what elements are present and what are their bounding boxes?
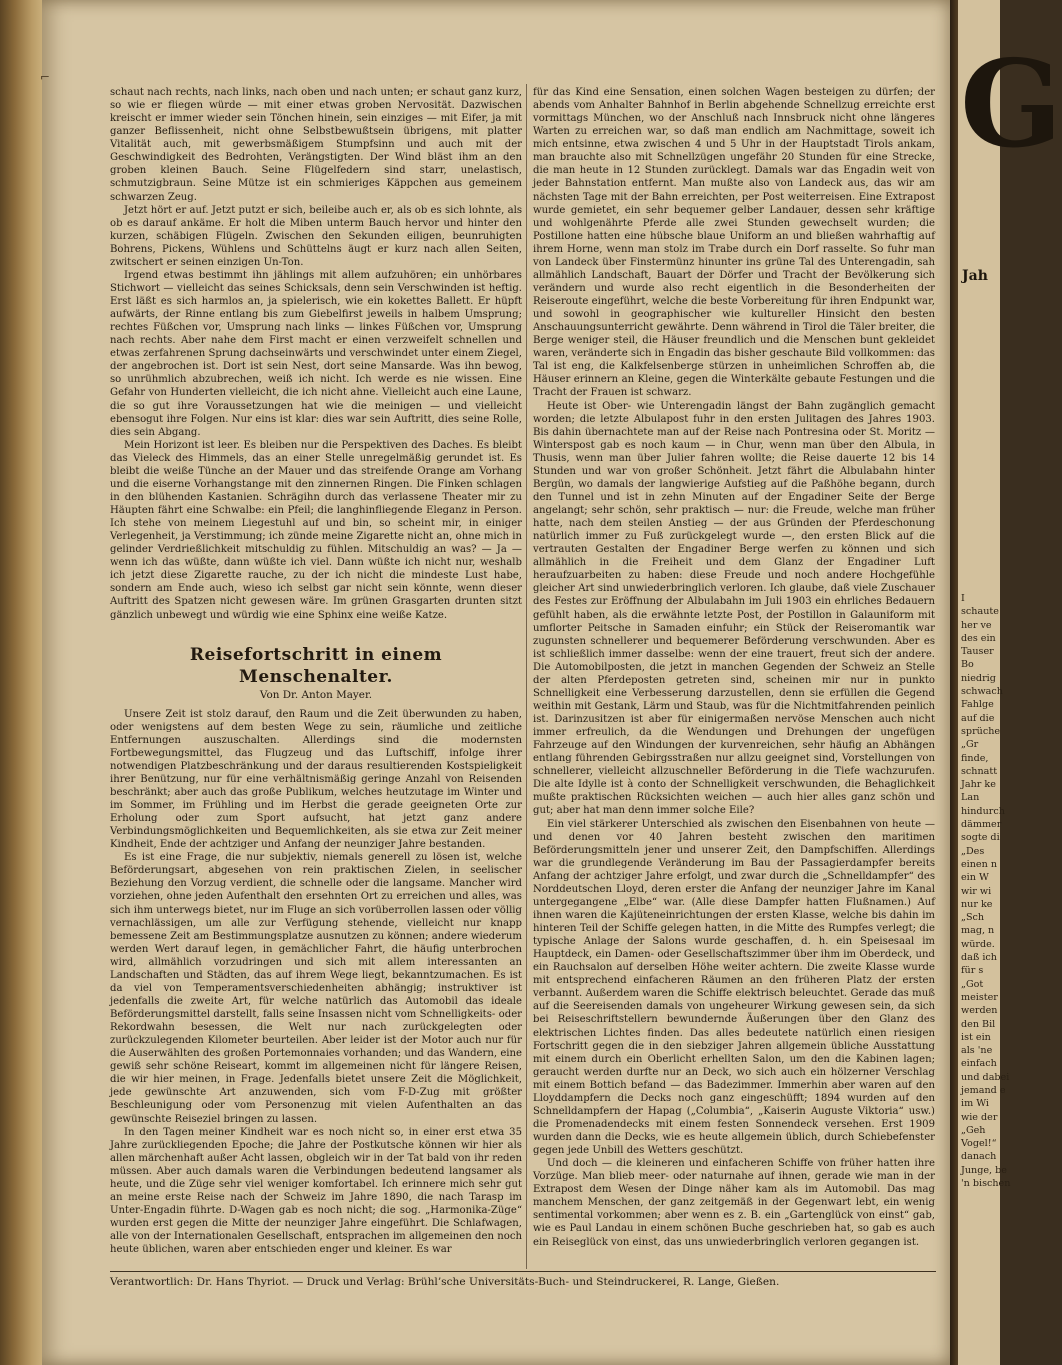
- adjacent-page-line: jemand e: [961, 1084, 1006, 1096]
- adjacent-page-line: wie der: [961, 1111, 998, 1123]
- paragraph: Es ist eine Frage, die nur subjektiv, niemals generell zu lösen ist, welche Beförderungsart, abgesehen von rein praktischen Zielen, in seelischer Beziehung den Vorzug verdient, die schnelle oder die langsame. Mancher wird vorziehen, ohne jeden Aufenthalt den ersehnten Ort zu erreichen und alles, was sich ihm unterwegs bietet, nur im Fluge an sich vorüberrollen lassen oder völlig vernachlässigen, um alle zur Verfügung stehende, vielleicht nur knapp bemessene Zeit am Bestimmungsplatze ausnutzen zu können; andere wiederum werden Wert darauf legen, in gemächlicher Fahrt, die häufig unterbrochen wird, allmählich vorzudringen und sich mit allem interessanten an Landschaften und Städten, das auf ihrem Wege liegt, bekanntzumachen. Es ist da viel von Temperamentsverschiedenheiten abhängig; instruktiver ist jedenfalls die zweite Art, für welche natürlich das Automobil das ideale Beförderungsmittel darstellt, falls seine Insassen nicht vom Schnelligkeits- oder Rekordwahn besessen, die Welt nur nach zurückgelegten oder zurückzulegenden Kilometer beurteilen. Aber leider ist der Motor auch nur für die Auserwählten des großen Portemonnaies vorhanden; und das Wandern, eine gewiß sehr schöne Reiseart, kommt im allgemeinen nicht für längere Reisen, die wir hier meinen, in Frage. Jedenfalls bietet unsere Zeit die Möglichkeit, jede gewünschte Art anzuwenden, sich vom F-D-Zug mit größter Beschleunigung oder vom Personenzug mit vielen Aufenthalten an das gewünschte Reiseziel bringen zu lassen.: [110, 852, 522, 1125]
- adjacent-page-line: Bo: [961, 659, 974, 671]
- adjacent-page-line: Lan: [961, 792, 980, 804]
- adjacent-page-line: 'n bischen: [961, 1178, 1011, 1190]
- adjacent-page-line: finde,: [961, 752, 989, 764]
- adjacent-page-masthead-letter: G: [960, 34, 1062, 175]
- adjacent-page-line: Junge, be: [961, 1164, 1007, 1176]
- adjacent-page-line: sogte di: [961, 832, 1000, 844]
- paragraph: Irgend etwas bestimmt ihn jählings mit allem aufzuhören; ein unhörbares Stichwort — vielleicht das seines Schicksals, denn sein Verschwinden ist heftig. Erst läßt es sich harmlos an, ja spielerisch, wie ein kokettes Ballett. Er hüpft aufwärts, der Rinne entlang bis zum Giebelfirst jeweils in halbem Umsprung; rechtes Füßchen vor, Umsprung nach links — linkes Füßchen vor, Umsprung nach rechts. Aber nahe dem First macht er einen verzweifelt schnellen und etwas zerfahrenen Sprung dachseinwärts und verschwindet unter einem Ziegel, der angebrochen ist. Dort ist sein Nest, dort seine Mansarde. Was ihn bewog, so unrühmlich abzubrechen, weiß ich nicht. Ich werde es nie wissen. Eine Gefahr von Hunderten vielleicht, die ich nicht ahne. Vielleicht auch eine Laune, die so gut ihre Voraussetzungen hat wie die meinigen — und vielleicht ebensogut ihre Folgen. Nur eins ist klar: dies war sein Auftritt, dies seine Rolle, dies sein Abgang.: [110, 269, 522, 438]
- adjacent-page-line: des ein: [961, 632, 996, 644]
- paragraph: Ein viel stärkerer Unterschied als zwischen den Eisenbahnen von heute — und denen vor 40 Jahren besteht zwischen den maritimen Beförderungsmitteln jener und unserer Zeit, den Dampfschiffen. Allerdings war die grundlegende Veränderung im Bau der Passagierdampfer bereits Anfang der achtziger Jahre erfolgt, und zwar durch die „Schnelldampfer“ des Norddeutschen Lloyd, deren erster die Anfang der neunziger Jahre im Kanal untergegangene „Elbe“ war. (Alle diese Dampfer hatten Flußnamen.) Auf ihnen waren die Kajüteneinrichtungen der ersten Klasse, welche bis dahin im hinteren Teil der Schiffe gelegen hatten, in die Mitte des Rumpfes verlegt; die typische Anlage der Salons wurde geschaffen, d. h. ein Speisesaal im Hauptdeck, ein Damen- oder Gesellschaftszimmer über ihm im Oberdeck, und ein Rauchsalon auf derselben Höhe weiter achtern. Die zweite Klasse wurde mit entsprechend einfacheren Räumen an den früheren Platz der ersten verbannt. Außerdem waren die Schiffe elektrisch beleuchtet. Gerade das muß auf die Seereisenden damals von ungeheurer Wirkung gewesen sein, da sich bei Reiseschriftstellern bewundernde Äußerungen über den Glanz des elektrischen Lichtes finden. Das alles bedeutete natürlich einen riesigen Fortschritt gegen die in den siebziger Jahren allgemein übliche Ausstattung mit einem durch ein Oberlicht erhellten Salon, um den die Kabinen lagen; geraucht werden durfte nur an Deck, wo sich auch ein hölzerner Verschlag mit einem Bottich befand — das Badezimmer. Immerhin aber waren auf den Lloyddampfern die Decks noch ganz eingeschüfft; 1894 wurden auf den Schnelldampfern der Hapag („Columbia“, „Kaiserin Auguste Viktoria“ usw.) die Promenadendecks mit einem festen Sonnendeck versehen. Erst 1909 wurden dann die Decks, wie es heute allgemein üblich, durch Schiebefenster gegen jede Unbill des Wetters geschützt.: [533, 818, 935, 1157]
- adjacent-page-line: „Geh: [961, 1124, 986, 1136]
- adjacent-page-line: werden: [961, 1005, 998, 1017]
- adjacent-page-text: [961, 592, 1021, 1190]
- paragraph: Heute ist Ober- wie Unterengadin längst der Bahn zugänglich gemacht worden; die letzte Albulapost fuhr in den ersten Julitagen des Jahres 1903. Bis dahin übernachtete man auf der Reise nach Pontresina oder St. Moritz — Winterspost gab es noch kaum — in Chur, wenn man über den Albula, in Thusis, wenn man über Julier fahren wollte; die Reise dauerte 12 bis 14 Stunden und war von großer Schönheit. Jetzt fährt die Albulabahn hinter Bergün, wo damals der langwierige Aufstieg auf die Paßhöhe begann, durch den Tunnel und ist in zehn Minuten auf der Engadiner Seite der Berge angelangt; sehr schön, sehr praktisch — nur: die Freude, welche man früher hatte, nach dem steilen Anstieg — der aus Gründen der Pferdeschonung natürlich immer zu Fuß zurückgelegt wurde —, den ersten Blick auf die vertrauten Gestalten der Engadiner Berge werfen zu können und sich allmählich in die Freiheit und dem Glanz der Engadiner Luft heraufzuarbeiten zu haben: diese Freude und noch andere Hochgefühle gleicher Art sind unwiederbringlich verloren. Ich glaube, daß viele Zuschauer des Festes zur Eröffnung der Albulabahn im Juli 1903 ein ehrliches Bedauern gefühlt haben, als die erwähnte letzte Post, der Postillon in Galauniform mit umflorter Peitsche in Samaden einfuhr; ein Stück der Reiseromantik war zugunsten schnellerer und bequemerer Beförderung verschwunden. Aber es ist schließlich immer dasselbe: wenn der eine trauert, freut sich der andere. Die Automobilposten, die jetzt in manchen Gegenden der Schweiz an Stelle der alten Pferdeposten getreten sind, scheinen mir nur in punkto Schnelligkeit eine Verbesserung darzustellen, denn sie erfüllen die Gegend weithin mit Gestank, Lärm und Staub, was für die Nichtmitfahrenden peinlich ist. Darinzusitzen ist aber für einigermaßen nervöse Menschen auch nicht immer erfreulich, da die Wendungen und Drehungen der ungefügen Fahrzeuge auf den Windungen der kurvenreichen, sehr häufig an Abhängen entlang führenden Gebirgsstraßen nur allzu geeignet sind, Vorstellungen von schnellerer, vielleicht allzuschneller Beförderung in die Tiefe wachzurufen. Die alte Idylle ist à conto der Schnelligkeit verschwunden, die Behaglichkeit mußte praktischen Rücksichten weichen — auch hier alles ganz schön und gut; aber hat man denn immer solche Eile?: [533, 400, 935, 817]
- imprint-line: Verantwortlich: Dr. Hans Thyriot. — Druck und Verlag: Brühl’sche Universitäts-Buch- und Steindruckerei, R. Lange, Gießen.: [110, 1276, 780, 1288]
- paragraph: Und doch — die kleineren und einfacheren Schiffe von früher hatten ihre Vorzüge. Man blieb meer- oder naturnahe auf ihnen, gerade wie man in der Extrapost dem Wesen der Dinge näher kam als im Automobil. Das mag manchem Menschen, der ganz zeitgemäß in der Gegenwart lebt, ein wenig sentimental vorkommen; aber wenn es z. B. ein „Gartenglück von einst“ gab, wie es Paul Landau in einem schönen Buche geschrieben hat, so gab es auch ein Reiseglück von einst, das uns unwiederbringlich verloren gegangen ist.: [533, 1158, 935, 1248]
- adjacent-page-line: hindurch: [961, 805, 1005, 817]
- adjacent-page-line: einfach: [961, 1058, 997, 1070]
- adjacent-page-line: „Sch: [961, 912, 985, 924]
- adjacent-page-line: Fahlge: [961, 699, 994, 711]
- adjacent-page-line: dämmer: [961, 819, 1002, 831]
- paragraph: Unsere Zeit ist stolz darauf, den Raum und die Zeit überwunden zu haben, oder wenigstens auf dem besten Wege zu sein, räumliche und zeitliche Entfernungen auszuschalten. Allerdings sind die modernsten Fortbewegungsmittel, das Flugzeug und das Luftschiff, infolge ihrer notwendigen Platzbeschränkung und der daraus resultierenden Kostspieligkeit ihrer Benützung, nur für eine verhältnismäßig geringe Anzahl von Reisenden beschränkt; aber auch das große Publikum, welches heutzutage im Winter und im Sommer, im Frühling und im Herbst die gerade geeigneten Orte zur Erholung oder zum Sport aufsucht, hat jetzt ganz andere Verbindungsmöglichkeiten und Bequemlichkeiten, als sie etwa zur Zeit meiner Kindheit, Ende der achtziger und Anfang der neunziger Jahre bestanden.: [110, 708, 522, 851]
- adjacent-page-line: sprüche: [961, 725, 1001, 737]
- adjacent-page-line: her ve: [961, 619, 992, 631]
- paragraph: schaut nach rechts, nach links, nach oben und nach unten; er schaut ganz kurz, so wie er fliegen würde — mit einer etwas groben Nervosität. Dazwischen kreischt er immer wieder sein Tönchen hinein, sein einziges — mit Eifer, ja mit ganzer Beflissenheit, nicht ohne Selbstbewußtsein übrigens, mit platter Vitalität auch, mit gewerbsmäßigem Stumpfsinn und auch mit der Geschwindigkeit des Bedrohten, Verängstigten. Der Wind bläst ihm an den groben kleinen Bauch. Seine Flügelfedern sind starr, unelastisch, schmutzigbraun. Seine Mütze ist ein schmieriges Käppchen aus gemeinem schwarzen Zeug.: [110, 87, 522, 203]
- paragraph: Mein Horizont ist leer. Es bleiben nur die Perspektiven des Daches. Es bleibt das Vieleck des Himmels, das an einer Stelle unregelmäßig gerundet ist. Es bleibt die weiße Tünche an der Mauer und das streifende Orange am Vorhang und die eiserne Vorhangstange mit den zinnernen Ringen. Die Finken schlagen in den blühenden Kastanien. Schrägihn durch das verlassene Theater mir zu Häupten fährt eine Schwalbe: ein Pfeil; die langhinfliegende Eleganz in Person. Ich stehe von meinem Liegestuhl auf und bin, so scheint mir, in einiger Verlegenheit, ja Verstimmung; ich zünde meine Zigarette nicht an, ohne mich in gelinder Verdrießlichkeit mitschuldig zu fühlen. Mitschuldig an was? — Ja — wenn ich das wüßte, dann wüßte ich viel. Dann wüßte ich nicht nur, weshalb ich jetzt diese Zigarette rauche, zu der ich nicht die mindeste Lust habe, sondern am Ende auch, wieso ich selbst gar nicht sein könnte, wenn dieser Auftritt des Spatzen nicht gewesen wäre. Im grünen Grasgarten drunten sitzt gänzlich unbewegt und würdig wie eine Sphinx eine weiße Katze.: [110, 439, 522, 621]
- adjacent-page: [958, 0, 1062, 1365]
- left-column: [110, 86, 522, 1256]
- adjacent-page-line: würde.: [961, 938, 995, 950]
- book-spine: [0, 0, 42, 1365]
- adjacent-page-line: nur ke: [961, 898, 993, 910]
- adjacent-page-line: im Wi: [961, 1098, 989, 1110]
- adjacent-page-line: schnatt: [961, 765, 998, 777]
- adjacent-page-line: Vogel!“: [961, 1138, 997, 1150]
- adjacent-page-line: Tauser: [961, 646, 994, 658]
- article-title: Reisefortschritt in einem Menschenalter.: [189, 644, 443, 687]
- adjacent-page-line: einen n: [961, 858, 998, 870]
- adjacent-page-line: ein W: [961, 872, 989, 884]
- adjacent-page-line: schaute: [961, 606, 999, 618]
- paragraph: Jetzt hört er auf. Jetzt putzt er sich, beileibe auch er, als ob es sich lohnte, als ob es darauf ankäme. Er holt die Miben unterm Bauch hervor und hinter den kurzen, schäbigen Flügeln. Zwischen den Sekunden eiligen, beunruhigten Bohrens, Pickens, Wühlens und Schüttelns äugt er kurz nach allen Seiten, zwitschert er seinen einzigen Un-Ton.: [110, 204, 522, 268]
- column-divider: [526, 84, 527, 1269]
- adjacent-page-line: und dabei: [961, 1071, 1010, 1083]
- right-column: [533, 86, 935, 1249]
- adjacent-page-line: als 'ne: [961, 1045, 993, 1057]
- adjacent-page-line: I: [961, 593, 965, 604]
- adjacent-page-line: „Got: [961, 978, 984, 990]
- adjacent-page-heading: Jah: [962, 268, 988, 284]
- adjacent-page-line: mag, n: [961, 925, 995, 937]
- adjacent-page-line: ist ein: [961, 1031, 991, 1043]
- article-byline: Von Dr. Anton Mayer.: [259, 688, 373, 701]
- adjacent-page-line: niedrig: [961, 672, 996, 684]
- paragraph: In den Tagen meiner Kindheit war es noch nicht so, in einer erst etwa 35 Jahre zurückliegenden Epoche; die Jahre der Postkutsche können wir hier als allen märchenhaft außer Acht lassen, obgleich wir in der Tat bald von ihr reden müssen. Aber auch damals waren die Verbindungen bedeutend langsamer als heute, und die Züge sehr viel weniger komfortabel. Ich erinnere mich sehr gut an meine erste Reise nach der Schweiz im Jahre 1890, die nach Tarasp im Unter-Engadin führte. D-Wagen gab es noch nicht; die sog. „Harmonika-Züge“ wurden erst gegen die Mitte der neunziger Jahre eingeführt. Die Schlafwagen, alle von der Internationalen Gesellschaft, entsprachen im allgemeinen den noch heute üblichen, waren aber entschieden enger und kleiner. Es war: [110, 1126, 522, 1256]
- paragraph: für das Kind eine Sensation, einen solchen Wagen besteigen zu dürfen; der abends vom Anhalter Bahnhof in Berlin abgehende Schnellzug erreichte erst vormittags München, wo der Anschluß nach Innsbruck nicht ohne längeres Warten zu erreichen war, so daß man endlich am Nachmittage, soweit ich mich entsinne, etwa zwischen 4 und 5 Uhr in der Hauptstadt Tirols ankam, man brauchte also mit Schnellzügen ungefähr 20 Stunden für eine Strecke, die man heute in 12 Stunden zurücklegt. Damals war das Engadin weit von jeder Bahnstation entfernt. Man mußte also von Landeck aus, das wir am nächsten Tage mit der Bahn erreichten, per Post weiterreisen. Eine Extrapost wurde gemietet, ein sehr bequemer gelber Landauer, dessen sehr kräftige und wohlgenährte Pferde alle zwei Stunden gewechselt wurden; die Postillone hatten eine hübsche blaue Uniform an und bließen wahrhaftig auf ihrem Horne, wenn man stolz im Trabe durch ein Dorf rasselte. So fuhr man von Landeck über Finstermünz hinunter ins grüne Tal des Unterengadin, sah allmählich Landschaft, Bauart der Dörfer und Tracht der Bevölkerung sich verändern und wurde also recht eigentlich in die Besonderheiten der Reiseroute eingeführt, welche die beste Vorbereitung für ihren Endpunkt war, und sowohl in geographischer wie kultureller Hinsicht den besten Anschauungsunterricht gewährte. Denn während in Tirol die Täler breiter, die Berge weniger steil, die Häuser freundlich und die Menschen bunt gekleidet waren, veränderte sich in Engadin das bisher geschaute Bild vollkommen: das Tal ist eng, die Kalkfelsenberge stürzen in unheimlichen Schroffen ab, die Häuser erinnern an Kleine, gegen die Winterkälte gebaute Festungen und die Tracht der Frauen ist schwarz.: [533, 87, 935, 399]
- adjacent-page-line: meister: [961, 991, 998, 1003]
- adjacent-page-line: für s: [961, 965, 984, 977]
- adjacent-page-line: wir wi: [961, 885, 992, 897]
- adjacent-page-line: „Gr: [961, 739, 979, 751]
- margin-mark: ⌐: [40, 70, 51, 84]
- adjacent-page-line: auf die: [961, 712, 995, 724]
- adjacent-page-line: schwach: [961, 686, 1003, 698]
- footer-divider: [110, 1271, 936, 1272]
- adjacent-page-line: danach: [961, 1151, 997, 1163]
- adjacent-page-line: Jahr ke: [961, 779, 996, 791]
- adjacent-page-line: den Bil: [961, 1018, 996, 1030]
- adjacent-page-line: „Des: [961, 845, 985, 857]
- adjacent-page-line: daß ich: [961, 952, 997, 964]
